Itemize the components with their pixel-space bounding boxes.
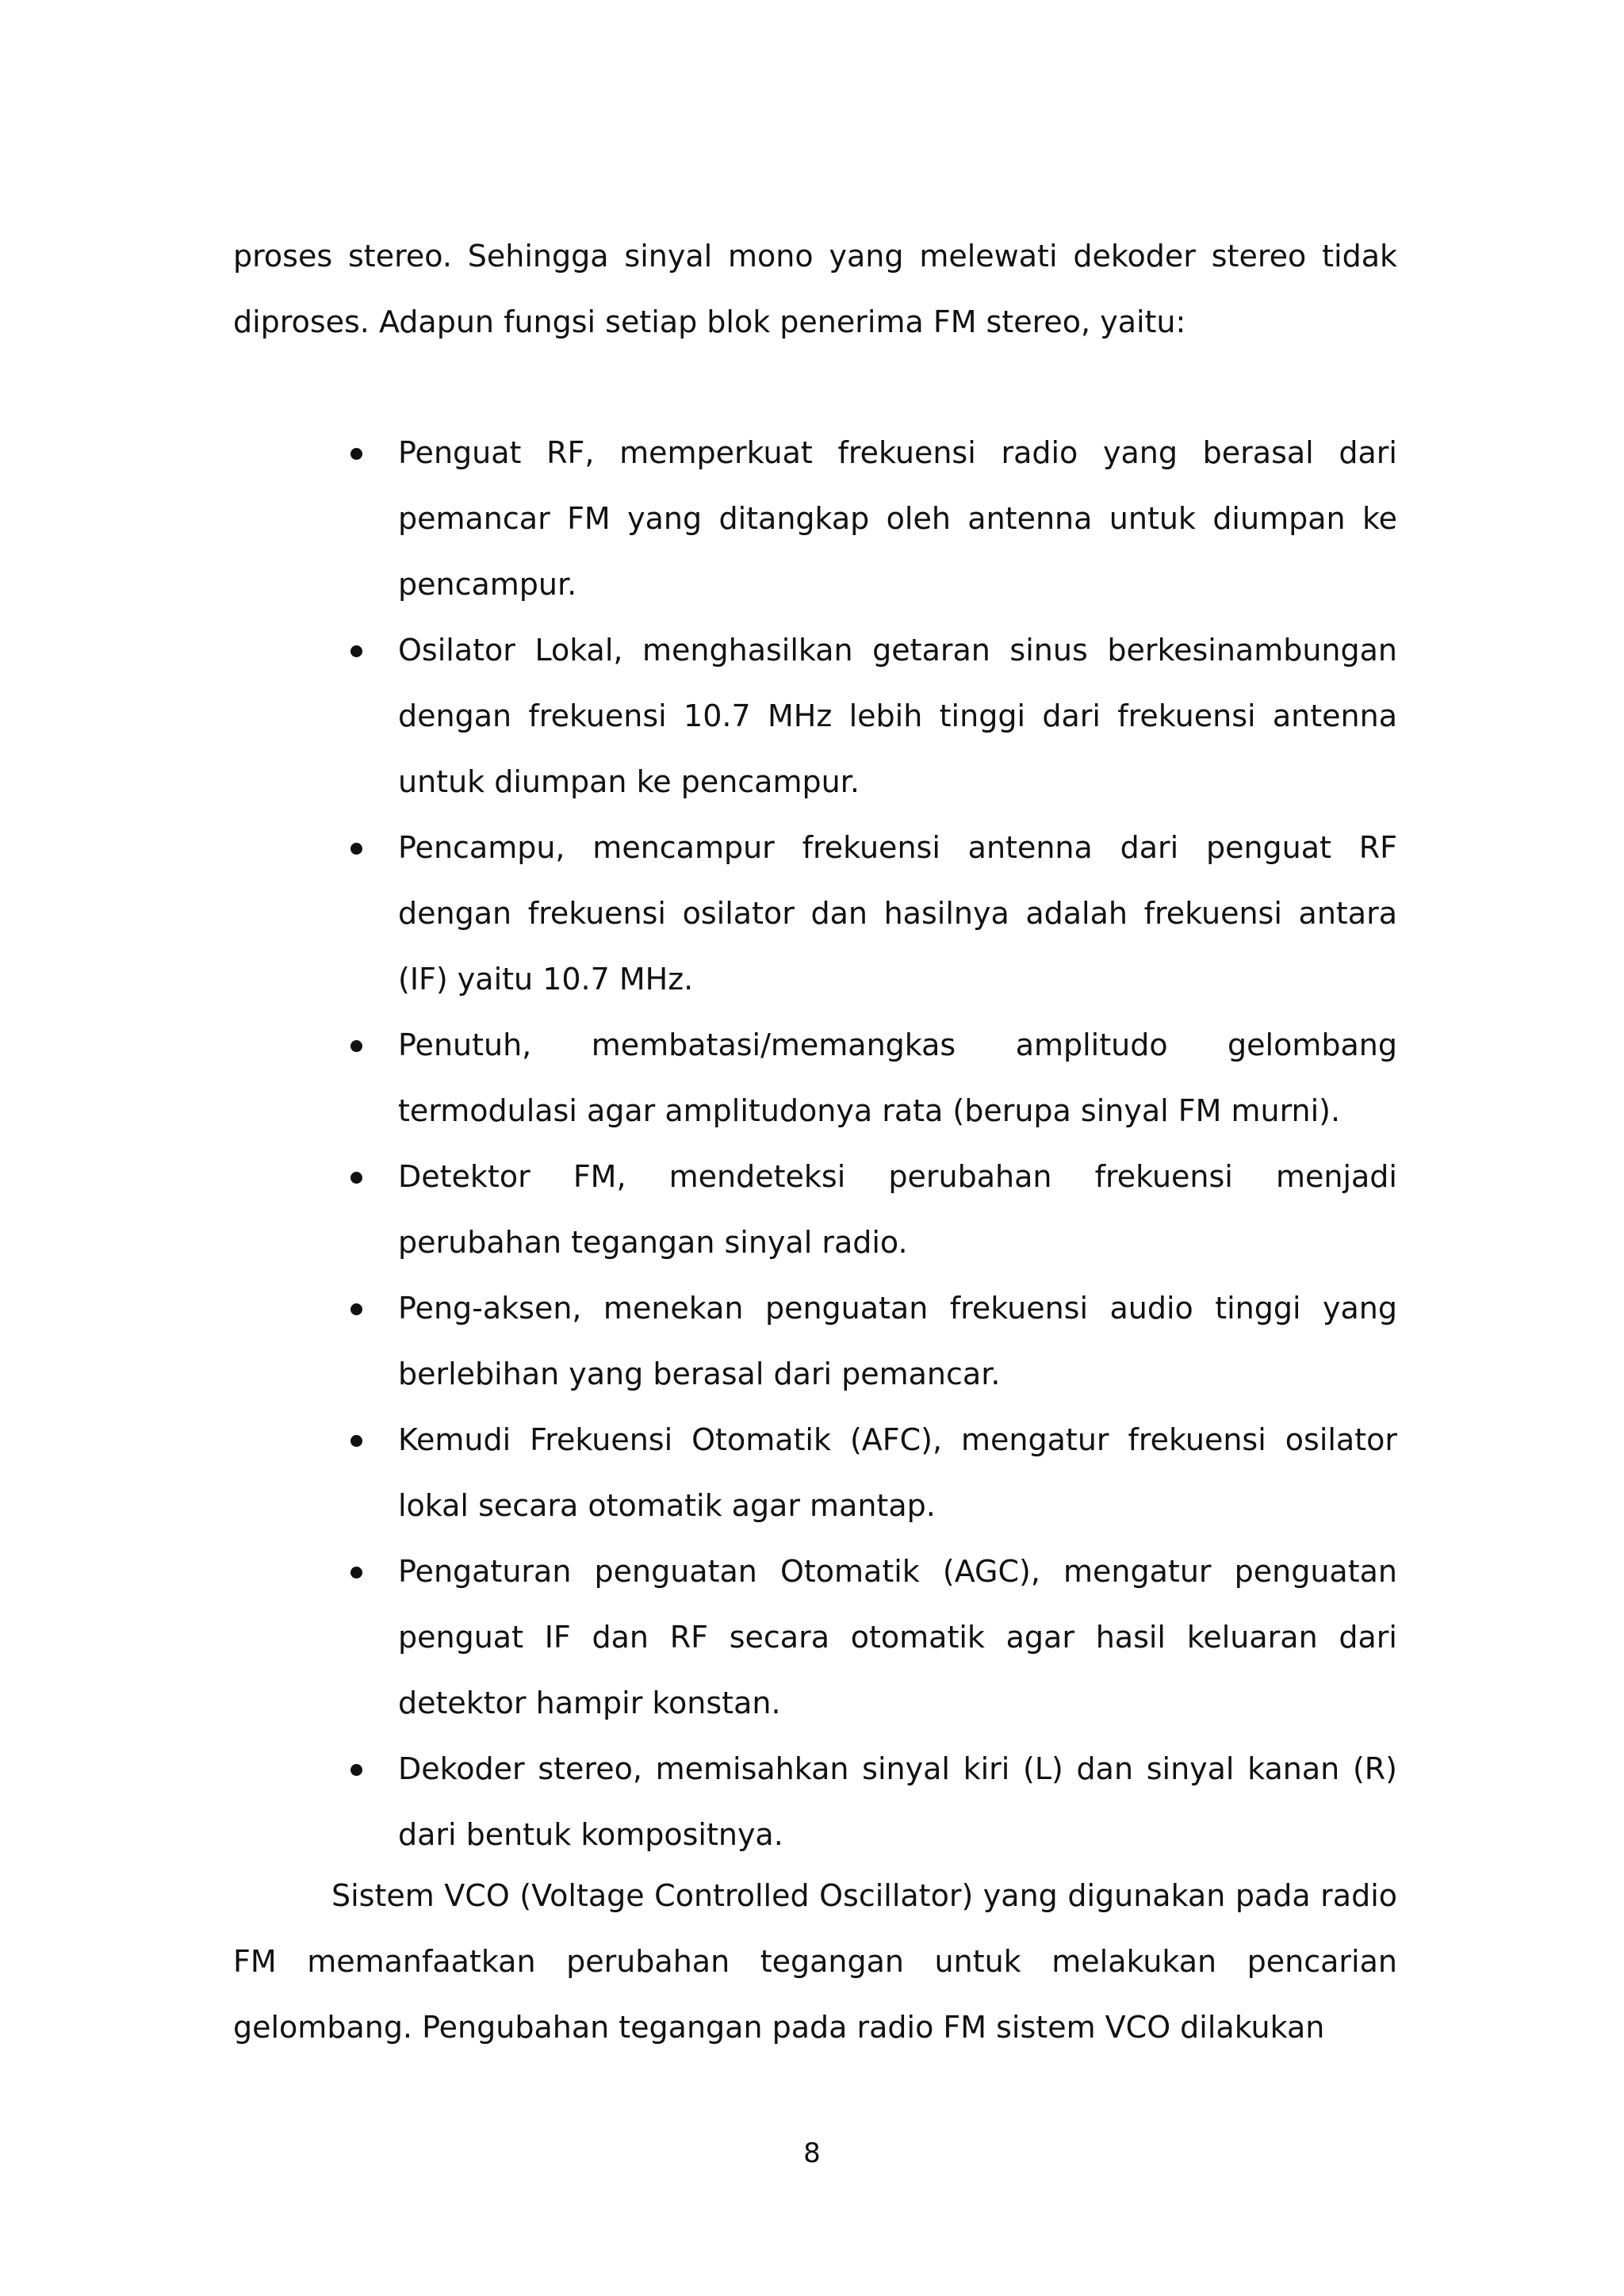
list-item-text: Kemudi Frekuensi Otomatik (AFC), mengatur frekuensi osilator lokal secara otomatik agar mantap. [398,1422,1397,1523]
list-item-text: Detektor FM, mendeteksi perubahan frekuensi menjadi perubahan tegangan sinyal radio. [398,1159,1397,1260]
bullet-icon [350,1303,362,1315]
intro-paragraph: proses stereo. Sehingga sinyal mono yang melewati dekoder stereo tidak diproses. Adapun fungsi setiap blok penerima FM stereo, yaitu: [233,239,1397,339]
list-item [233,1276,1397,1407]
block-function-list [233,420,1397,1868]
list-item [233,1144,1397,1276]
vco-paragraph: Sistem VCO (Voltage Controlled Oscillator) yang digunakan pada radio FM memanfaatkan perubahan tegangan untuk melakukan pencarian gelombang. Pengubahan tegangan pada radio FM sistem VCO dilakukan [233,1878,1397,2045]
bullet-icon [350,1040,362,1052]
list-item-text: Penguat RF, memperkuat frekuensi radio yang berasal dari pemancar FM yang ditangkap oleh antenna untuk diumpan ke pencampur. [398,435,1397,602]
page-number: 8 [803,2137,821,2169]
bullet-icon [350,1172,362,1184]
list-item [233,1539,1397,1736]
list-item [233,1012,1397,1144]
list-item-text: Penutuh, membatasi/memangkas amplitudo gelombang termodulasi agar amplitudonya rata (berupa sinyal FM murni). [398,1027,1397,1128]
bullet-icon [350,1567,362,1578]
list-item [233,815,1397,1012]
list-item [233,618,1397,815]
list-item-text: Dekoder stereo, memisahkan sinyal kiri (L) dan sinyal kanan (R) dari bentuk kompositnya. [398,1751,1397,1852]
list-item [233,420,1397,618]
bullet-icon [350,1764,362,1776]
list-item-text: Peng-aksen, menekan penguatan frekuensi audio tinggi yang berlebihan yang berasal dari pemancar. [398,1291,1397,1391]
list-item-text: Pencampu, mencampur frekuensi antenna dari penguat RF dengan frekuensi osilator dan hasilnya adalah frekuensi antara (IF) yaitu 10.7 MHz. [398,830,1397,997]
bullet-icon [350,1435,362,1447]
bullet-icon [350,843,362,855]
list-item [233,1736,1397,1868]
bullet-icon [350,448,362,460]
bullet-icon [350,645,362,657]
list-item-text: Osilator Lokal, menghasilkan getaran sinus berkesinambungan dengan frekuensi 10.7 MHz lebih tinggi dari frekuensi antenna untuk diumpan ke pencampur. [398,633,1397,799]
list-item [233,1407,1397,1539]
list-item-text: Pengaturan penguatan Otomatik (AGC), mengatur penguatan penguat IF dan RF secara otomatik agar hasil keluaran dari detektor hampir konstan. [398,1554,1397,1720]
